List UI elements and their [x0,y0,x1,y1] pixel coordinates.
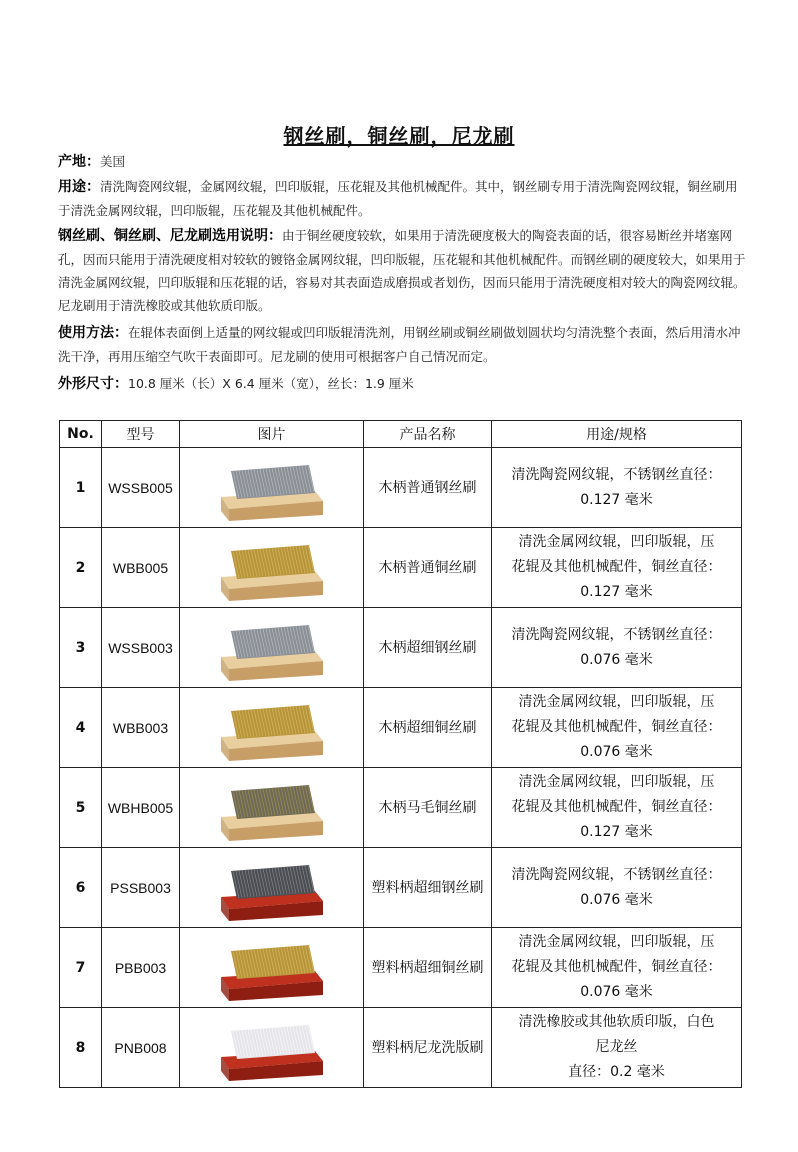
usage-spec [492,608,742,688]
usage-spec-line: 清洗陶瓷网纹辊，不锈钢丝直径： [511,866,722,883]
row-number: 2 [60,528,102,608]
header-name: 产品名称 [364,421,492,448]
product-image-cell [180,928,364,1008]
product-image-cell [180,768,364,848]
model-code: PSSB003 [102,848,180,928]
selection-paragraph [58,224,748,317]
usage-spec-line: 0.076 毫米 [580,651,653,668]
usage-spec-line: 花辊及其他机械配件，铜丝直径： [511,959,722,975]
usage-spec [492,768,742,848]
dimensions-text: 10.8 厘米（长）X 6.4 厘米（宽），丝长：1.9 厘米 [128,376,414,391]
row-number: 8 [60,1008,102,1088]
document-title: 钢丝刷，铜丝刷，尼龙刷 [283,124,515,148]
usage-spec-line: 0.127 毫米 [580,824,653,840]
model-code: WBB003 [102,688,180,768]
usage-label: 用途： [58,179,100,195]
product-name: 木柄普通铜丝刷 [364,528,492,608]
product-name: 木柄普通钢丝刷 [364,448,492,528]
row-number: 5 [60,768,102,848]
table-row [60,688,742,768]
origin-label: 产地： [58,154,100,170]
usage-paragraph [58,175,748,222]
product-image-cell [180,608,364,688]
product-image-cell [180,448,364,528]
steel-brush-plastic-handle-icon [217,853,327,923]
usage-spec-line: 0.127 毫米 [580,584,653,600]
product-image-cell [180,1008,364,1088]
origin-line [58,150,748,174]
selection-label: 钢丝刷、铜丝刷、尼龙刷选用说明： [58,228,282,244]
product-name: 塑料柄尼龙洗版刷 [364,1008,492,1088]
usage-spec [492,448,742,528]
brass-brush-plastic-handle-icon [217,933,327,1003]
table-row [60,528,742,608]
table-row [60,608,742,688]
header-image: 图片 [180,421,364,448]
table-header-row [60,421,742,448]
method-paragraph [58,321,748,368]
mixed-brush-wood-handle-icon [217,773,327,843]
row-number: 6 [60,848,102,928]
dimensions-label: 外形尺寸： [58,376,128,392]
usage-spec-line: 花辊及其他机械配件，铜丝直径： [511,559,722,575]
usage-spec [492,688,742,768]
row-number: 1 [60,448,102,528]
brass-brush-wood-handle-icon [217,693,327,763]
product-name: 塑料柄超细钢丝刷 [364,848,492,928]
product-image-cell [180,848,364,928]
usage-spec-line: 尼龙丝 [595,1039,638,1055]
product-table [59,420,742,1088]
model-code: PBB003 [102,928,180,1008]
usage-spec-line: 0.076 毫米 [580,891,653,908]
usage-spec-line: 0.127 毫米 [580,491,653,508]
usage-spec-line: 清洗陶瓷网纹辊，不锈钢丝直径： [511,626,722,643]
steel-brush-wood-handle-icon [217,453,327,523]
origin-value: 美国 [100,154,126,169]
dimensions-line [58,372,748,396]
usage-spec-line: 清洗金属网纹辊，凹印版辊，压 [518,694,715,710]
usage-spec-line: 清洗橡胶或其他软质印版，白色 [518,1014,715,1030]
usage-spec [492,848,742,928]
table-row [60,768,742,848]
method-text: 在辊体表面倒上适量的网纹辊或凹印版辊清洗剂，用钢丝刷或铜丝刷做划圆状均匀清洗整个表面，然后用清水冲洗干净，再用压缩空气吹干表面即可。尼龙刷的使用可根据客户自己情况而定。 [58,325,741,364]
product-name: 木柄超细钢丝刷 [364,608,492,688]
usage-spec [492,528,742,608]
nylon-brush-plastic-handle-icon [217,1013,327,1083]
product-name: 塑料柄超细铜丝刷 [364,928,492,1008]
usage-spec-line: 直径：0.2 毫米 [568,1064,665,1080]
product-name: 木柄超细铜丝刷 [364,688,492,768]
usage-spec-line: 花辊及其他机械配件，铜丝直径： [511,799,722,815]
product-image-cell [180,528,364,608]
usage-spec [492,1008,742,1088]
usage-spec-line: 清洗陶瓷网纹辊，不锈钢丝直径： [511,466,722,483]
brass-brush-wood-handle-icon [217,533,327,603]
method-label: 使用方法： [58,325,128,341]
row-number: 4 [60,688,102,768]
header-no: No. [60,421,102,448]
model-code: WSSB005 [102,448,180,528]
usage-spec-line: 清洗金属网纹辊，凹印版辊，压 [518,934,715,950]
row-number: 7 [60,928,102,1008]
row-number: 3 [60,608,102,688]
usage-spec-line: 0.076 毫米 [580,984,653,1000]
table-row [60,928,742,1008]
steel-brush-wood-handle-icon [217,613,327,683]
usage-spec-line: 花辊及其他机械配件，铜丝直径： [511,719,722,735]
table-row [60,848,742,928]
header-model: 型号 [102,421,180,448]
model-code: WBB005 [102,528,180,608]
model-code: PNB008 [102,1008,180,1088]
product-name: 木柄马毛铜丝刷 [364,768,492,848]
usage-spec-line: 0.076 毫米 [580,744,653,760]
selection-text: 由于铜丝硬度较软，如果用于清洗硬度极大的陶瓷表面的话，很容易断丝并堵塞网孔，因而只能用于清洗硬度相对较软的镀铬金属网纹辊，凹印版辊，压花辊和其他机械配件。而钢丝刷的硬度较大，如果用于清洗金属网纹辊，凹印版辊和压花辊的话，容易对其表面造成磨损或者划伤，因而只能用于清洗硬度相对较大的陶瓷网纹辊。尼龙刷用于清洗橡胶或其他软质印版。 [58,228,746,313]
model-code: WBHB005 [102,768,180,848]
usage-spec-line: 清洗金属网纹辊，凹印版辊，压 [518,534,715,550]
header-usage: 用途/规格 [492,421,742,448]
usage-spec-line: 清洗金属网纹辊，凹印版辊，压 [518,774,715,790]
usage-text: 清洗陶瓷网纹辊，金属网纹辊，凹印版辊，压花辊及其他机械配件。其中，钢丝刷专用于清洗陶瓷网纹辊，铜丝刷用于清洗金属网纹辊，凹印版辊，压花辊及其他机械配件。 [58,179,738,218]
usage-spec [492,928,742,1008]
product-image-cell [180,688,364,768]
table-row [60,448,742,528]
table-row [60,1008,742,1088]
model-code: WSSB003 [102,608,180,688]
